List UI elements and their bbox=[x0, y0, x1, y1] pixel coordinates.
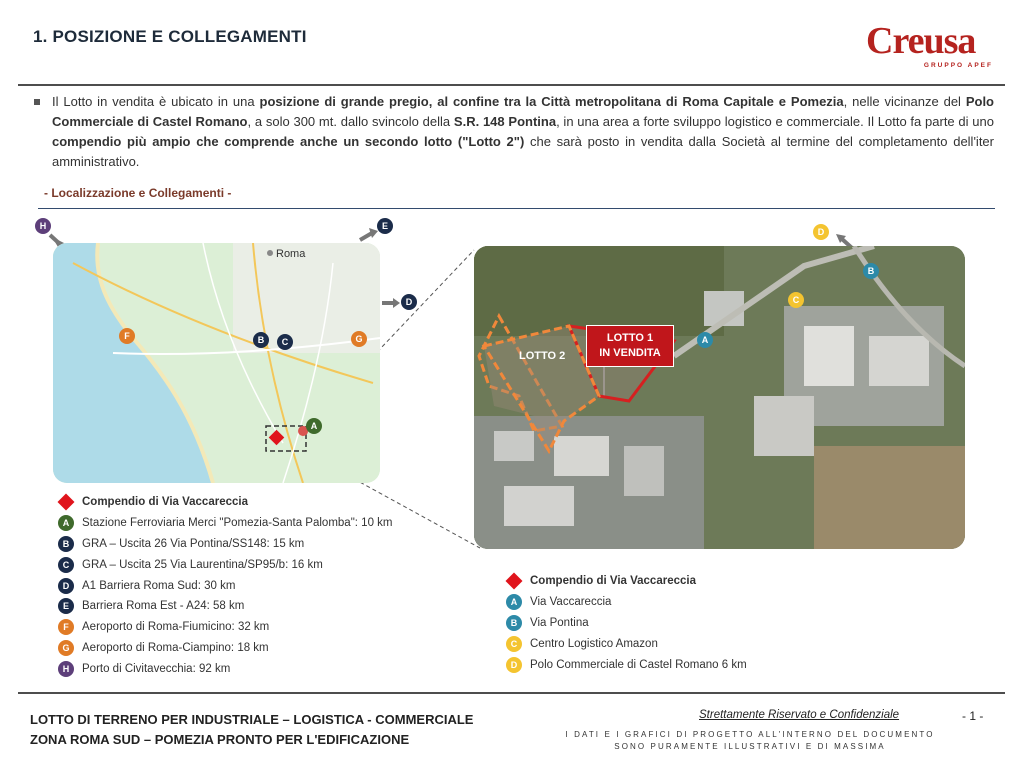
footer-line-2: ZONA ROMA SUD – POMEZIA PRONTO PER L'EDIFICAZIONE bbox=[30, 732, 410, 747]
legend-item-text: Via Vaccareccia bbox=[530, 596, 612, 609]
intro-text-4: , in una area a forte sviluppo logistico e commerciale. Il Lotto fa parte di uno bbox=[556, 114, 994, 129]
aerial-marker-c: C bbox=[788, 292, 804, 308]
legend-item-text: Aeroporto di Roma-Ciampino: 18 km bbox=[82, 641, 269, 654]
footer-line-1: LOTTO DI TERRENO PER INDUSTRIALE – LOGISTICA - COMMERCIALE bbox=[30, 712, 474, 727]
marker-a-icon: A bbox=[506, 594, 522, 610]
marker-h-icon: H bbox=[58, 661, 74, 677]
marker-d-icon: D bbox=[506, 657, 522, 673]
marker-d: D bbox=[401, 294, 417, 310]
confidential-label: Strettamente Riservato e Confidenziale bbox=[699, 709, 900, 721]
aerial-drawing bbox=[474, 246, 965, 549]
disclaimer-line-2: SONO PURAMENTE ILLUSTRATIVI E DI MASSIMA bbox=[614, 742, 886, 751]
marker-a: A bbox=[306, 418, 322, 434]
page-title: 1. POSIZIONE E COLLEGAMENTI bbox=[33, 27, 307, 46]
legend-right-items bbox=[506, 592, 747, 675]
page-number: - 1 - bbox=[962, 709, 984, 723]
legend-right-title-row bbox=[506, 571, 747, 592]
marker-f: F bbox=[119, 328, 135, 344]
legend-item-text: Stazione Ferroviaria Merci "Pomezia-Santa Palomba": 10 km bbox=[82, 517, 393, 530]
aerial-marker-a: A bbox=[697, 332, 713, 348]
aerial-map bbox=[474, 246, 965, 549]
marker-c-icon: C bbox=[506, 636, 522, 652]
legend-item bbox=[506, 613, 747, 634]
legend-item bbox=[58, 596, 392, 617]
intro-text-1: Il Lotto in vendita è ubicato in una bbox=[52, 94, 260, 109]
legend-item-text: GRA – Uscita 25 Via Laurentina/SP95/b: 16 km bbox=[82, 558, 323, 571]
lotto2-label: LOTTO 2 bbox=[519, 350, 566, 362]
legend-item-text: Via Pontina bbox=[530, 616, 589, 629]
map-drawing bbox=[53, 243, 380, 483]
legend-item bbox=[58, 534, 392, 555]
lotto1-label-line2: IN VENDITA bbox=[599, 347, 661, 359]
marker-d-icon: D bbox=[58, 578, 74, 594]
marker-g-icon: G bbox=[58, 640, 74, 656]
legend-item bbox=[58, 658, 392, 679]
legend-item-text: GRA – Uscita 26 Via Pontina/SS148: 15 km bbox=[82, 537, 305, 550]
marker-c-icon: C bbox=[58, 557, 74, 573]
legend-item bbox=[506, 633, 747, 654]
legend-item bbox=[58, 513, 392, 534]
legend-left bbox=[58, 492, 392, 679]
intro-bold-4: compendio più ampio che comprende anche un secondo lotto ("Lotto 2") bbox=[52, 134, 525, 149]
intro-text-5: che sarà posto in vendita dalla Società al termine del completamento dell'iter amministrativo. bbox=[52, 134, 994, 169]
lotto1-label-line1: LOTTO 1 bbox=[606, 332, 654, 344]
marker-a-icon: A bbox=[58, 515, 74, 531]
diamond-icon bbox=[58, 494, 75, 511]
legend-left-title-row bbox=[58, 492, 392, 513]
legend-right-title: Compendio di Via Vaccareccia bbox=[530, 575, 696, 588]
logo-text: Creusa bbox=[866, 20, 976, 62]
legend-item bbox=[506, 592, 747, 613]
aerial-marker-b: B bbox=[863, 263, 879, 279]
legend-item bbox=[506, 654, 747, 675]
legend-right bbox=[506, 571, 747, 675]
disclaimer-note bbox=[540, 729, 960, 753]
marker-b-icon: B bbox=[506, 615, 522, 631]
legend-item-text: Centro Logistico Amazon bbox=[530, 637, 658, 650]
marker-e: E bbox=[377, 218, 393, 234]
marker-h: H bbox=[35, 218, 51, 234]
aerial-marker-d: D bbox=[813, 224, 829, 240]
legend-item-text: Aeroporto di Roma-Fiumicino: 32 km bbox=[82, 621, 270, 634]
logo-subtitle: GRUPPO APEF bbox=[923, 62, 993, 69]
arrow-e-shaft bbox=[360, 233, 372, 240]
section-title: - Localizzazione e Collegamenti - bbox=[44, 186, 232, 200]
disclaimer-line-1: I DATI E I GRAFICI DI PROGETTO ALL'INTERNO DEL DOCUMENTO bbox=[565, 730, 935, 739]
intro-text-3: , a solo 300 mt. dallo svincolo della bbox=[247, 114, 454, 129]
intro-bold-2: Polo Commerciale di Castel Romano bbox=[52, 94, 994, 129]
legend-left-title: Compendio di Via Vaccareccia bbox=[82, 496, 248, 509]
legend-left-items bbox=[58, 513, 392, 679]
marker-e-icon: E bbox=[58, 598, 74, 614]
legend-item-text: A1 Barriera Roma Sud: 30 km bbox=[82, 579, 236, 592]
marker-b: B bbox=[253, 332, 269, 348]
footer-title bbox=[30, 710, 473, 750]
intro-text-2: , nelle vicinanze del bbox=[843, 94, 966, 109]
legend-item bbox=[58, 575, 392, 596]
legend-item bbox=[58, 638, 392, 659]
marker-f-icon: F bbox=[58, 619, 74, 635]
diamond-icon bbox=[506, 573, 523, 590]
marker-b-icon: B bbox=[58, 536, 74, 552]
legend-item bbox=[58, 554, 392, 575]
intro-bold-1: posizione di grande pregio, al confine tra la Città metropolitana di Roma Capitale e Pomezia bbox=[259, 94, 844, 109]
city-label-rome: Roma bbox=[276, 248, 306, 260]
legend-item-text: Porto di Civitavecchia: 92 km bbox=[82, 662, 231, 675]
legend-item bbox=[58, 617, 392, 638]
marker-c: C bbox=[277, 334, 293, 350]
legend-item-text: Barriera Roma Est - A24: 58 km bbox=[82, 600, 245, 613]
legend-item-text: Polo Commerciale di Castel Romano 6 km bbox=[530, 658, 747, 671]
marker-g: G bbox=[351, 331, 367, 347]
lotto1-label bbox=[586, 325, 674, 367]
arrow-d-icon bbox=[393, 298, 400, 308]
intro-bold-3: S.R. 148 Pontina bbox=[453, 114, 557, 129]
footer-divider bbox=[18, 692, 1005, 694]
location-map bbox=[53, 243, 380, 483]
